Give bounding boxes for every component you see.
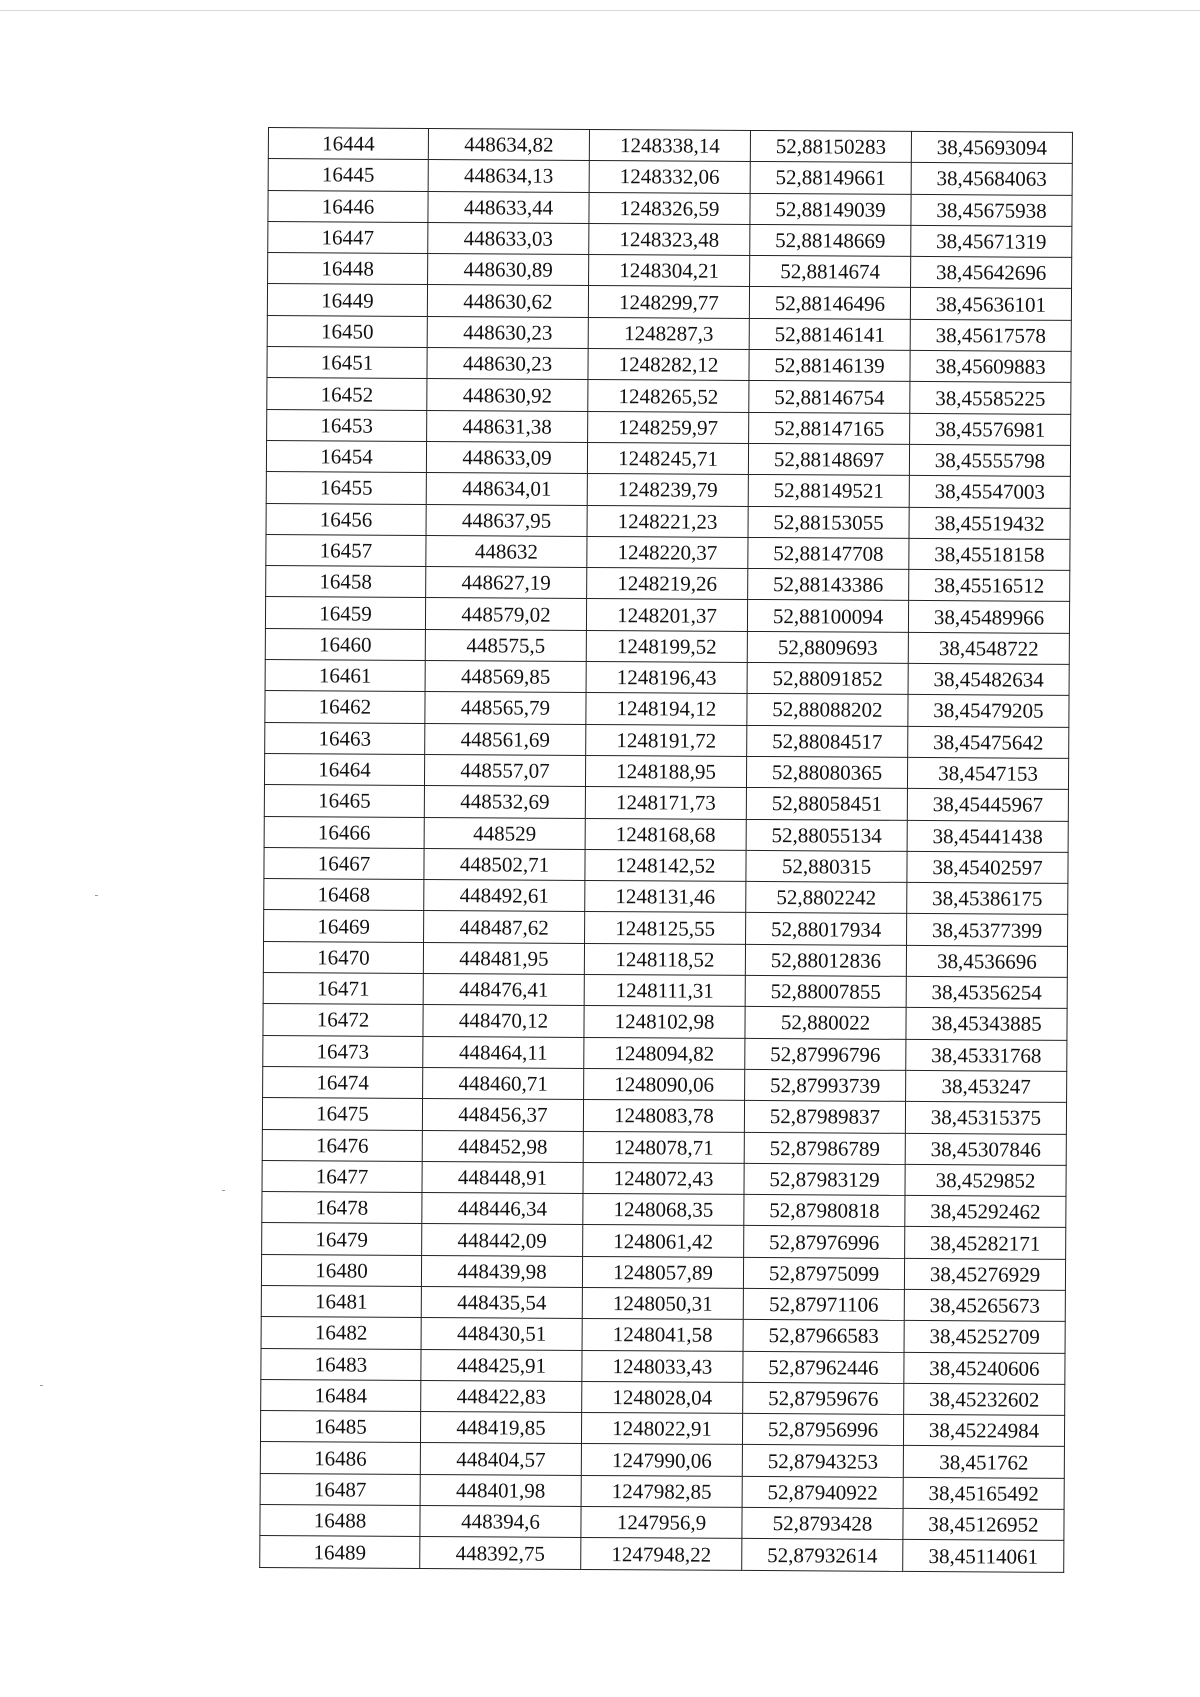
x-coordinate-cell: 448633,03 xyxy=(428,222,589,254)
coordinates-table xyxy=(259,127,1073,1573)
table-row xyxy=(260,1505,1064,1541)
table-row xyxy=(264,847,1068,883)
table-row xyxy=(268,221,1072,257)
latitude-cell: 52,87993739 xyxy=(745,1069,906,1101)
latitude-cell: 52,88091852 xyxy=(747,662,908,694)
table-row xyxy=(266,472,1070,508)
latitude-cell: 52,87962446 xyxy=(743,1351,904,1383)
point-number-cell: 16471 xyxy=(263,973,423,1005)
table-row xyxy=(265,597,1069,633)
y-coordinate-cell: 1248168,68 xyxy=(585,818,746,850)
latitude-cell: 52,88153055 xyxy=(748,506,909,538)
latitude-cell: 52,87975099 xyxy=(743,1257,904,1289)
longitude-cell: 38,45684063 xyxy=(911,163,1072,195)
table-row xyxy=(262,1192,1066,1228)
y-coordinate-cell: 1248259,97 xyxy=(588,411,749,443)
y-coordinate-cell: 1248304,21 xyxy=(589,255,750,287)
y-coordinate-cell: 1248078,71 xyxy=(583,1131,744,1163)
longitude-cell: 38,45519432 xyxy=(909,507,1070,539)
table-row xyxy=(268,190,1072,226)
longitude-cell: 38,45576981 xyxy=(910,413,1071,445)
x-coordinate-cell: 448392,75 xyxy=(420,1537,581,1569)
latitude-cell: 52,87996796 xyxy=(745,1038,906,1070)
point-number-cell: 16486 xyxy=(260,1442,420,1474)
y-coordinate-cell: 1248188,95 xyxy=(585,755,746,787)
point-number-cell: 16474 xyxy=(263,1066,423,1098)
longitude-cell: 38,45165492 xyxy=(903,1477,1064,1509)
point-number-cell: 16479 xyxy=(262,1223,422,1255)
longitude-cell: 38,45475642 xyxy=(908,726,1069,758)
y-coordinate-cell: 1248118,52 xyxy=(584,943,745,975)
longitude-cell: 38,45307846 xyxy=(905,1133,1066,1165)
point-number-cell: 16489 xyxy=(260,1536,420,1568)
longitude-cell: 38,45489966 xyxy=(908,601,1069,633)
longitude-cell: 38,45518158 xyxy=(909,538,1070,570)
table-row xyxy=(261,1317,1065,1353)
table-row xyxy=(268,253,1072,289)
table-row xyxy=(264,879,1068,915)
x-coordinate-cell: 448401,98 xyxy=(420,1474,581,1506)
point-number-cell: 16454 xyxy=(266,440,426,472)
y-coordinate-cell: 1248171,73 xyxy=(585,787,746,819)
y-coordinate-cell: 1247948,22 xyxy=(581,1538,742,1570)
latitude-cell: 52,87986789 xyxy=(744,1132,905,1164)
point-number-cell: 16444 xyxy=(268,128,428,160)
scan-speck xyxy=(40,1385,43,1386)
scan-speck xyxy=(95,895,98,896)
longitude-cell: 38,45232602 xyxy=(904,1383,1065,1415)
table-row xyxy=(264,910,1068,946)
table-row xyxy=(264,753,1068,789)
y-coordinate-cell: 1248125,55 xyxy=(585,912,746,944)
x-coordinate-cell: 448446,34 xyxy=(422,1193,583,1225)
y-coordinate-cell: 1248220,37 xyxy=(587,536,748,568)
longitude-cell: 38,45482634 xyxy=(908,663,1069,695)
y-coordinate-cell: 1248287,3 xyxy=(588,317,749,349)
longitude-cell: 38,45356254 xyxy=(906,976,1067,1008)
table-row xyxy=(263,1066,1067,1102)
x-coordinate-cell: 448630,23 xyxy=(427,348,588,380)
longitude-cell: 38,45642696 xyxy=(911,257,1072,289)
y-coordinate-cell: 1248201,37 xyxy=(586,599,747,631)
x-coordinate-cell: 448630,62 xyxy=(427,285,588,317)
longitude-cell: 38,45402597 xyxy=(907,851,1068,883)
x-coordinate-cell: 448634,13 xyxy=(428,160,589,192)
latitude-cell: 52,87976996 xyxy=(744,1226,905,1258)
longitude-cell: 38,4548722 xyxy=(908,632,1069,664)
x-coordinate-cell: 448487,62 xyxy=(424,911,585,943)
longitude-cell: 38,45445967 xyxy=(907,789,1068,821)
latitude-cell: 52,88080365 xyxy=(746,756,907,788)
latitude-cell: 52,88146141 xyxy=(749,318,910,350)
longitude-cell: 38,45126952 xyxy=(903,1508,1064,1540)
longitude-cell: 38,45585225 xyxy=(910,382,1071,414)
point-number-cell: 16450 xyxy=(267,315,427,347)
y-coordinate-cell: 1248299,77 xyxy=(588,286,749,318)
y-coordinate-cell: 1248196,43 xyxy=(586,662,747,694)
point-number-cell: 16460 xyxy=(265,628,425,660)
scan-edge-line xyxy=(0,10,1200,11)
longitude-cell: 38,45331768 xyxy=(906,1039,1067,1071)
longitude-cell: 38,45276929 xyxy=(904,1258,1065,1290)
latitude-cell: 52,88007855 xyxy=(745,975,906,1007)
longitude-cell: 38,45609883 xyxy=(910,351,1071,383)
latitude-cell: 52,87959676 xyxy=(743,1382,904,1414)
point-number-cell: 16470 xyxy=(263,941,423,973)
table-row xyxy=(261,1285,1065,1321)
y-coordinate-cell: 1248199,52 xyxy=(586,630,747,662)
longitude-cell: 38,45386175 xyxy=(907,883,1068,915)
point-number-cell: 16485 xyxy=(260,1411,420,1443)
y-coordinate-cell: 1248068,35 xyxy=(583,1194,744,1226)
y-coordinate-cell: 1248142,52 xyxy=(585,849,746,881)
longitude-cell: 38,45315375 xyxy=(905,1102,1066,1134)
latitude-cell: 52,88147708 xyxy=(748,537,909,569)
table-row xyxy=(262,1129,1066,1165)
longitude-cell: 38,45555798 xyxy=(909,444,1070,476)
x-coordinate-cell: 448435,54 xyxy=(421,1286,582,1318)
latitude-cell: 52,88088202 xyxy=(747,694,908,726)
table-row xyxy=(265,691,1069,727)
x-coordinate-cell: 448422,83 xyxy=(421,1380,582,1412)
point-number-cell: 16472 xyxy=(263,1004,423,1036)
y-coordinate-cell: 1248028,04 xyxy=(582,1381,743,1413)
longitude-cell: 38,45224984 xyxy=(903,1415,1064,1447)
table-row xyxy=(264,785,1068,821)
x-coordinate-cell: 448637,95 xyxy=(426,504,587,536)
latitude-cell: 52,88147165 xyxy=(749,412,910,444)
point-number-cell: 16463 xyxy=(265,722,425,754)
latitude-cell: 52,88149039 xyxy=(750,193,911,225)
x-coordinate-cell: 448529 xyxy=(424,817,585,849)
x-coordinate-cell: 448627,19 xyxy=(426,567,587,599)
y-coordinate-cell: 1248090,06 xyxy=(584,1068,745,1100)
latitude-cell: 52,88148697 xyxy=(748,443,909,475)
latitude-cell: 52,88148669 xyxy=(750,224,911,256)
y-coordinate-cell: 1248061,42 xyxy=(583,1225,744,1257)
longitude-cell: 38,4547153 xyxy=(907,757,1068,789)
latitude-cell: 52,88149521 xyxy=(748,475,909,507)
point-number-cell: 16446 xyxy=(268,190,428,222)
point-number-cell: 16464 xyxy=(264,753,424,785)
latitude-cell: 52,87966583 xyxy=(743,1320,904,1352)
longitude-cell: 38,4536696 xyxy=(906,945,1067,977)
latitude-cell: 52,87956996 xyxy=(742,1414,903,1446)
longitude-cell: 38,45441438 xyxy=(907,820,1068,852)
table-row xyxy=(267,378,1071,414)
x-coordinate-cell: 448460,71 xyxy=(423,1067,584,1099)
table-row xyxy=(262,1098,1066,1134)
table-row xyxy=(261,1348,1065,1384)
x-coordinate-cell: 448633,44 xyxy=(428,191,589,223)
point-number-cell: 16482 xyxy=(261,1317,421,1349)
y-coordinate-cell: 1248219,26 xyxy=(587,568,748,600)
y-coordinate-cell: 1248323,48 xyxy=(589,223,750,255)
longitude-cell: 38,45547003 xyxy=(909,476,1070,508)
longitude-cell: 38,45114061 xyxy=(903,1540,1064,1572)
latitude-cell: 52,87932614 xyxy=(742,1539,903,1571)
table-row xyxy=(263,941,1067,977)
longitude-cell: 38,45617578 xyxy=(910,319,1071,351)
table-row xyxy=(267,409,1071,445)
y-coordinate-cell: 1248245,71 xyxy=(587,442,748,474)
x-coordinate-cell: 448633,09 xyxy=(426,441,587,473)
x-coordinate-cell: 448502,71 xyxy=(424,848,585,880)
table-row xyxy=(265,628,1069,664)
x-coordinate-cell: 448634,01 xyxy=(426,473,587,505)
y-coordinate-cell: 1248332,06 xyxy=(589,161,750,193)
point-number-cell: 16448 xyxy=(268,253,428,285)
latitude-cell: 52,88055134 xyxy=(746,819,907,851)
latitude-cell: 52,88146139 xyxy=(749,350,910,382)
point-number-cell: 16465 xyxy=(264,785,424,817)
y-coordinate-cell: 1248194,12 xyxy=(586,693,747,725)
table-row xyxy=(261,1254,1065,1290)
latitude-cell: 52,88146754 xyxy=(749,381,910,413)
longitude-cell: 38,45282171 xyxy=(905,1227,1066,1259)
latitude-cell: 52,88084517 xyxy=(747,725,908,757)
x-coordinate-cell: 448561,69 xyxy=(425,723,586,755)
x-coordinate-cell: 448464,11 xyxy=(423,1036,584,1068)
y-coordinate-cell: 1248050,31 xyxy=(582,1287,743,1319)
point-number-cell: 16447 xyxy=(268,221,428,253)
y-coordinate-cell: 1247990,06 xyxy=(581,1444,742,1476)
longitude-cell: 38,45265673 xyxy=(904,1289,1065,1321)
x-coordinate-cell: 448394,6 xyxy=(420,1506,581,1538)
point-number-cell: 16449 xyxy=(267,284,427,316)
y-coordinate-cell: 1248094,82 xyxy=(584,1037,745,1069)
latitude-cell: 52,87940922 xyxy=(742,1476,903,1508)
latitude-cell: 52,8802242 xyxy=(746,882,907,914)
latitude-cell: 52,88058451 xyxy=(746,788,907,820)
point-number-cell: 16480 xyxy=(261,1254,421,1286)
point-number-cell: 16476 xyxy=(262,1129,422,1161)
x-coordinate-cell: 448456,37 xyxy=(422,1099,583,1131)
point-number-cell: 16468 xyxy=(264,879,424,911)
point-number-cell: 16458 xyxy=(266,566,426,598)
table-row xyxy=(260,1411,1064,1447)
y-coordinate-cell: 1247982,85 xyxy=(581,1475,742,1507)
y-coordinate-cell: 1248102,98 xyxy=(584,1006,745,1038)
x-coordinate-cell: 448470,12 xyxy=(423,1005,584,1037)
y-coordinate-cell: 1248111,31 xyxy=(584,974,745,1006)
table-row xyxy=(267,315,1071,351)
point-number-cell: 16456 xyxy=(266,503,426,535)
x-coordinate-cell: 448557,07 xyxy=(424,754,585,786)
longitude-cell: 38,451762 xyxy=(903,1446,1064,1478)
point-number-cell: 16475 xyxy=(262,1098,422,1130)
longitude-cell: 38,45292462 xyxy=(905,1196,1066,1228)
point-number-cell: 16461 xyxy=(265,660,425,692)
point-number-cell: 16473 xyxy=(263,1035,423,1067)
table-row xyxy=(265,722,1069,758)
x-coordinate-cell: 448634,82 xyxy=(428,128,589,160)
longitude-cell: 38,453247 xyxy=(906,1070,1067,1102)
y-coordinate-cell: 1248239,79 xyxy=(587,474,748,506)
x-coordinate-cell: 448430,51 xyxy=(421,1318,582,1350)
y-coordinate-cell: 1247956,9 xyxy=(581,1507,742,1539)
point-number-cell: 16445 xyxy=(268,159,428,191)
latitude-cell: 52,88012836 xyxy=(745,944,906,976)
x-coordinate-cell: 448632 xyxy=(426,535,587,567)
latitude-cell: 52,8793428 xyxy=(742,1507,903,1539)
longitude-cell: 38,45675938 xyxy=(911,194,1072,226)
latitude-cell: 52,88150283 xyxy=(750,130,911,162)
x-coordinate-cell: 448404,57 xyxy=(420,1443,581,1475)
x-coordinate-cell: 448439,98 xyxy=(421,1255,582,1287)
x-coordinate-cell: 448630,92 xyxy=(427,379,588,411)
y-coordinate-cell: 1248338,14 xyxy=(589,129,750,161)
x-coordinate-cell: 448448,91 xyxy=(422,1161,583,1193)
table-row xyxy=(266,534,1070,570)
latitude-cell: 52,880315 xyxy=(746,850,907,882)
latitude-cell: 52,88149661 xyxy=(750,162,911,194)
table-row xyxy=(262,1160,1066,1196)
point-number-cell: 16467 xyxy=(264,847,424,879)
latitude-cell: 52,87971106 xyxy=(743,1288,904,1320)
table-row xyxy=(267,284,1071,320)
point-number-cell: 16483 xyxy=(261,1348,421,1380)
table-row xyxy=(266,440,1070,476)
y-coordinate-cell: 1248191,72 xyxy=(586,724,747,756)
table-row xyxy=(260,1473,1064,1509)
point-number-cell: 16487 xyxy=(260,1473,420,1505)
x-coordinate-cell: 448569,85 xyxy=(425,661,586,693)
table-row xyxy=(268,159,1072,195)
longitude-cell: 38,4529852 xyxy=(905,1164,1066,1196)
point-number-cell: 16457 xyxy=(266,534,426,566)
table-row xyxy=(262,1223,1066,1259)
x-coordinate-cell: 448579,02 xyxy=(425,598,586,630)
table-row xyxy=(263,1004,1067,1040)
scan-speck xyxy=(222,1190,225,1191)
x-coordinate-cell: 448492,61 xyxy=(424,880,585,912)
table-row xyxy=(261,1379,1065,1415)
point-number-cell: 16481 xyxy=(261,1285,421,1317)
table-row xyxy=(260,1536,1064,1572)
longitude-cell: 38,45693094 xyxy=(911,131,1072,163)
y-coordinate-cell: 1248072,43 xyxy=(583,1162,744,1194)
x-coordinate-cell: 448630,23 xyxy=(427,316,588,348)
x-coordinate-cell: 448476,41 xyxy=(423,973,584,1005)
longitude-cell: 38,45516512 xyxy=(909,570,1070,602)
point-number-cell: 16478 xyxy=(262,1192,422,1224)
y-coordinate-cell: 1248041,58 xyxy=(582,1319,743,1351)
longitude-cell: 38,45343885 xyxy=(906,1008,1067,1040)
y-coordinate-cell: 1248083,78 xyxy=(583,1100,744,1132)
latitude-cell: 52,88143386 xyxy=(748,569,909,601)
longitude-cell: 38,45636101 xyxy=(910,288,1071,320)
table-row xyxy=(268,128,1072,164)
table-row xyxy=(266,503,1070,539)
x-coordinate-cell: 448575,5 xyxy=(425,629,586,661)
point-number-cell: 16455 xyxy=(266,472,426,504)
table-row xyxy=(263,973,1067,1009)
y-coordinate-cell: 1248326,59 xyxy=(589,192,750,224)
point-number-cell: 16477 xyxy=(262,1160,422,1192)
y-coordinate-cell: 1248033,43 xyxy=(582,1350,743,1382)
table-row xyxy=(260,1442,1064,1478)
longitude-cell: 38,45671319 xyxy=(911,225,1072,257)
latitude-cell: 52,87943253 xyxy=(742,1445,903,1477)
y-coordinate-cell: 1248057,89 xyxy=(582,1256,743,1288)
latitude-cell: 52,88017934 xyxy=(746,913,907,945)
table-row xyxy=(263,1035,1067,1071)
y-coordinate-cell: 1248265,52 xyxy=(588,380,749,412)
point-number-cell: 16451 xyxy=(267,347,427,379)
table-row xyxy=(264,816,1068,852)
x-coordinate-cell: 448442,09 xyxy=(422,1224,583,1256)
table-row xyxy=(267,347,1071,383)
point-number-cell: 16452 xyxy=(267,378,427,410)
latitude-cell: 52,880022 xyxy=(745,1007,906,1039)
coordinates-table-body xyxy=(260,128,1073,1573)
point-number-cell: 16453 xyxy=(267,409,427,441)
y-coordinate-cell: 1248022,91 xyxy=(581,1413,742,1445)
latitude-cell: 52,87983129 xyxy=(744,1163,905,1195)
y-coordinate-cell: 1248131,46 xyxy=(585,881,746,913)
x-coordinate-cell: 448565,79 xyxy=(425,692,586,724)
latitude-cell: 52,88100094 xyxy=(747,600,908,632)
longitude-cell: 38,45479205 xyxy=(908,695,1069,727)
y-coordinate-cell: 1248221,23 xyxy=(587,505,748,537)
table-row xyxy=(265,660,1069,696)
point-number-cell: 16462 xyxy=(265,691,425,723)
latitude-cell: 52,87980818 xyxy=(744,1195,905,1227)
point-number-cell: 16469 xyxy=(264,910,424,942)
x-coordinate-cell: 448419,85 xyxy=(420,1412,581,1444)
point-number-cell: 16466 xyxy=(264,816,424,848)
point-number-cell: 16459 xyxy=(265,597,425,629)
x-coordinate-cell: 448630,89 xyxy=(428,254,589,286)
point-number-cell: 16484 xyxy=(261,1379,421,1411)
latitude-cell: 52,8814674 xyxy=(750,256,911,288)
x-coordinate-cell: 448452,98 xyxy=(422,1130,583,1162)
latitude-cell: 52,87989837 xyxy=(744,1101,905,1133)
latitude-cell: 52,8809693 xyxy=(747,631,908,663)
table-row xyxy=(266,566,1070,602)
latitude-cell: 52,88146496 xyxy=(749,287,910,319)
y-coordinate-cell: 1248282,12 xyxy=(588,349,749,381)
x-coordinate-cell: 448631,38 xyxy=(427,410,588,442)
longitude-cell: 38,45240606 xyxy=(904,1352,1065,1384)
x-coordinate-cell: 448481,95 xyxy=(423,942,584,974)
x-coordinate-cell: 448532,69 xyxy=(424,786,585,818)
longitude-cell: 38,45377399 xyxy=(907,914,1068,946)
longitude-cell: 38,45252709 xyxy=(904,1321,1065,1353)
point-number-cell: 16488 xyxy=(260,1505,420,1537)
x-coordinate-cell: 448425,91 xyxy=(421,1349,582,1381)
